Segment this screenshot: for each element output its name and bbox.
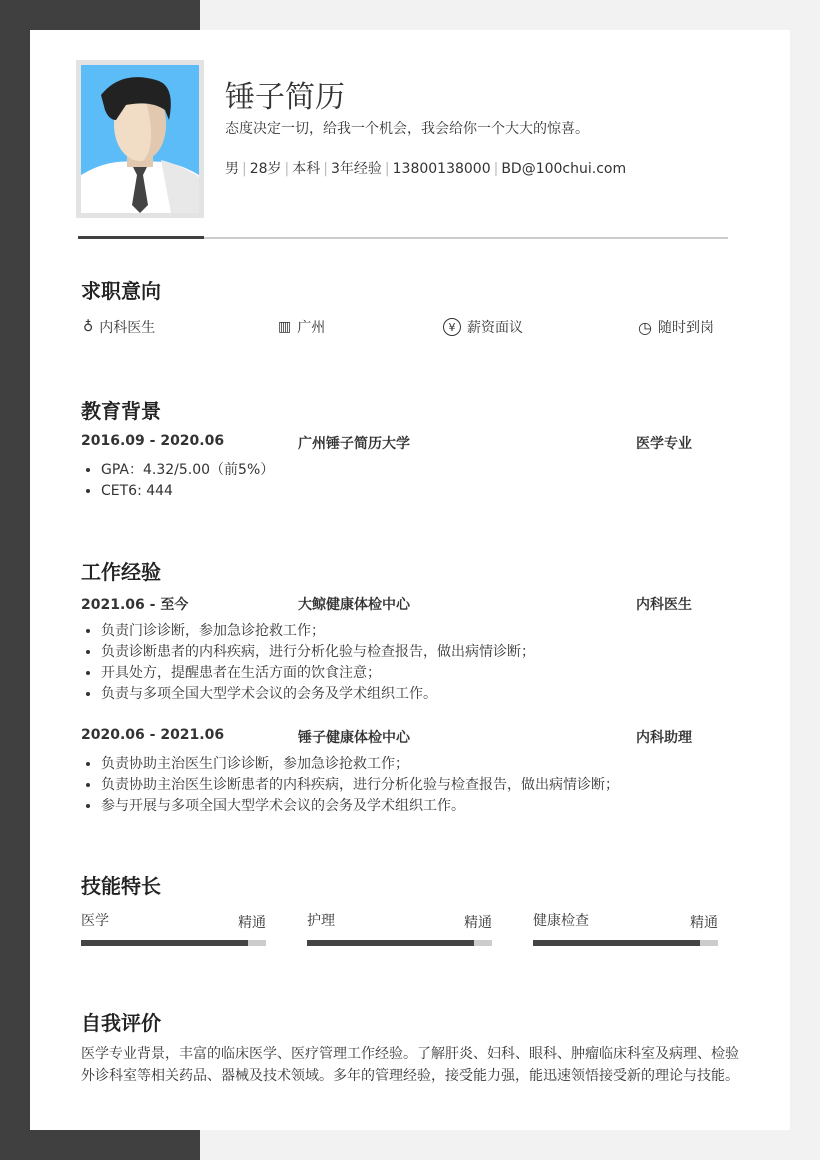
intent-city: ▥ 广州 bbox=[278, 319, 326, 336]
skill-item: 医学 精通 bbox=[81, 910, 266, 930]
section-title-education: 教育背景 bbox=[81, 399, 161, 423]
section-title-work: 工作经验 bbox=[81, 560, 161, 584]
age: 28岁 bbox=[249, 161, 282, 177]
work-bullets: • 负责协助主治医生门诊诊断，参加急诊抢救工作； • 负责协助主治医生诊断患者的内科疾病，进行分析化验与检查报告，做出病情诊断； • 参与开展与多项全国大型学术会议的会务及学术组织工作。 bbox=[101, 754, 619, 817]
intent-availability: ◷ 随时到岗 bbox=[638, 317, 714, 337]
intent-position: ♁ 内科医生 bbox=[83, 319, 156, 336]
skill-item: 健康检查 精通 bbox=[533, 910, 718, 930]
yen-icon: ¥ bbox=[443, 318, 461, 336]
avatar bbox=[76, 60, 204, 218]
basic-info: 男 | 28岁 | 本科 | 3年经验 | 13800138000 | BD@100chui.com bbox=[225, 161, 627, 177]
email[interactable]: BD@100chui.com bbox=[501, 161, 627, 177]
resume-name: 锤子简历 bbox=[225, 80, 345, 115]
education-bullets: • GPA：4.32/5.00（前5%） • CET6: 444 bbox=[101, 460, 274, 502]
header-divider bbox=[78, 237, 728, 239]
work-bullets: • 负责门诊诊断，参加急诊抢救工作； • 负责诊断患者的内科疾病，进行分析化验与检查报告，做出病情诊断； • 开具处方，提醒患者在生活方面的饮食注意； • 负责与多项全国大型学术会议的会务及学术组织工作。 bbox=[101, 621, 535, 705]
skill-bar bbox=[81, 940, 266, 946]
gender: 男 bbox=[225, 161, 239, 177]
degree: 本科 bbox=[292, 161, 321, 177]
motto: 态度决定一切，给我一个机会，我会给你一个大大的惊喜。 bbox=[225, 121, 589, 137]
intent-salary: ¥ 薪资面议 bbox=[443, 317, 523, 337]
experience: 3年经验 bbox=[330, 161, 382, 177]
tie-icon: ♁ bbox=[83, 319, 94, 335]
skill-bar bbox=[533, 940, 718, 946]
self-evaluation: 医学专业背景，丰富的临床医学、医疗管理工作经验。了解肝炎、妇科、眼科、肿瘤临床科室及病理、检验外诊科室等相关药品、器械及技术领域。多年的管理经验，接受能力强，能迅速领悟接受新的理论与技能。 bbox=[81, 1046, 739, 1084]
section-title-skills: 技能特长 bbox=[81, 874, 161, 898]
resume-page: 锤子简历 态度决定一切，给我一个机会，我会给你一个大大的惊喜。 男 | 28岁 | 本科 | 3年经验 | 13800138000 | BD@100chui.com 求职意向 ♁ 内科医生 ▥ 广州 ¥ 薪资面议 ◷ 随时到岗 教育背景 2016.09 - 2020.06 广州锤子简历大学 医学专业 • GPA：4.32/5.00（前5%） • CET6: 444 工作经验 2021.06 - 至今 大鲸健康体检中心 内科医生 • 负责门诊诊断，参加急诊抢救工作； • 负责诊断患者的内科疾病，进行分析化验与检查报告，做出病情诊断； • 开具处方，提醒患者在生活方面的饮食注意； • 负责与多项全国大型学术会议的会务及学术组织工作。 2020.06 - 2021.06 锤子健康体检中心 内科助理 • 负责协助主治医生门诊诊断，参加急诊抢救工作； • 负责协助主治医生诊断患者的内科疾病，进行分析化验与检查报告，做出病情诊断； • 参与开展与多项全国大型学术会议的会务及学术组织工作。 技能特长 医学 精通 护理 精通 健康检查 精通 自我评价 医学专业背景，丰富的临床医学、医疗管理工作经验。了解肝炎、妇科、眼科、肿瘤临床科室及病理、检验外诊科室等相关药品、器械及技术领域。多年的管理经验，接受能力强，能迅速领悟接受新的理论与技能。 bbox=[30, 30, 790, 1130]
phone: 13800138000 bbox=[392, 161, 491, 177]
section-title-intent: 求职意向 bbox=[81, 279, 161, 303]
clock-icon: ◷ bbox=[638, 317, 652, 337]
skill-bar bbox=[307, 940, 492, 946]
building-icon: ▥ bbox=[278, 319, 292, 335]
skill-item: 护理 精通 bbox=[307, 910, 492, 930]
section-title-self: 自我评价 bbox=[81, 1011, 161, 1035]
